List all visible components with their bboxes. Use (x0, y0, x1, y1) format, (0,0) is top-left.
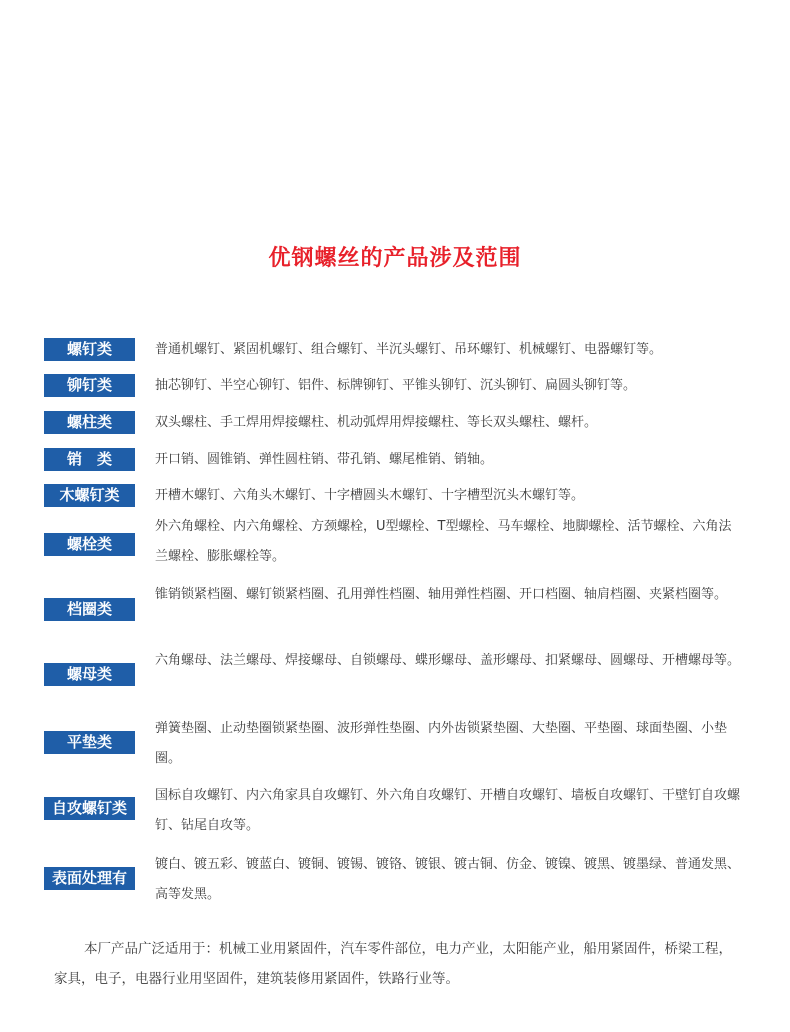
category-description: 开口销、圆锥销、弹性圆柱销、带孔销、螺尾椎销、销轴。 (155, 452, 494, 467)
category-label: 螺钉类 (44, 338, 135, 361)
category-label: 销 类 (44, 448, 135, 471)
category-label: 螺柱类 (44, 411, 135, 434)
category-description: 六角螺母、法兰螺母、焊接螺母、自锁螺母、蝶形螺母、盖形螺母、扣紧螺母、圆螺母、开槽螺母等。 (155, 653, 741, 668)
category-label: 表面处理有 (44, 867, 135, 890)
category-description: 双头螺柱、手工焊用焊接螺柱、机动弧焊用焊接螺柱、等长双头螺柱、螺杆。 (155, 415, 598, 430)
category-description: 镀白、镀五彩、镀蓝白、镀铜、镀锡、镀铬、镀银、镀古铜、仿金、镀镍、镀黑、镀墨绿、普通发黑、高等发黑。 (155, 857, 741, 902)
category-description: 弹簧垫圈、止动垫圈锁紧垫圈、波形弹性垫圈、内外齿锁紧垫圈、大垫圈、平垫圈、球面垫圈、小垫圈。 (155, 721, 728, 766)
category-label: 木螺钉类 (44, 484, 135, 507)
category-label: 螺母类 (44, 663, 135, 686)
category-description: 抽芯铆钉、半空心铆钉、铝件、标牌铆钉、平锥头铆钉、沉头铆钉、扁圆头铆钉等。 (155, 378, 637, 393)
footer-note: 本厂产品广泛适用于：机械工业用紧固件，汽车零件部位，电力产业，太阳能产业，船用紧固件，桥梁工程，家具，电子，电器行业用坚固件，建筑装修用紧固件，铁路行业等。 (54, 941, 732, 987)
category-description: 普通机螺钉、紧固机螺钉、组合螺钉、半沉头螺钉、吊环螺钉、机械螺钉、电器螺钉等。 (155, 342, 663, 357)
category-description: 国标自攻螺钉、内六角家具自攻螺钉、外六角自攻螺钉、开槽自攻螺钉、墙板自攻螺钉、干壁钉自攻螺钉、钻尾自攻等。 (155, 788, 741, 833)
category-label: 自攻螺钉类 (44, 797, 135, 820)
category-label: 螺栓类 (44, 533, 135, 556)
category-label: 铆钉类 (44, 374, 135, 397)
category-label: 平垫类 (44, 731, 135, 754)
category-label: 档圈类 (44, 598, 135, 621)
category-description: 锥销锁紧档圈、螺钉锁紧档圈、孔用弹性档圈、轴用弹性档圈、开口档圈、轴肩档圈、夹紧档圈等。 (155, 587, 728, 602)
page-title: 优钢螺丝的产品涉及范围 (268, 246, 522, 271)
category-description: 开槽木螺钉、六角头木螺钉、十字槽圆头木螺钉、十字槽型沉头木螺钉等。 (155, 488, 585, 503)
category-description: 外六角螺栓、内六角螺栓、方颈螺栓，U型螺栓、T型螺栓、马车螺栓、地脚螺栓、活节螺栓、六角法兰螺栓、膨胀螺栓等。 (155, 519, 732, 564)
